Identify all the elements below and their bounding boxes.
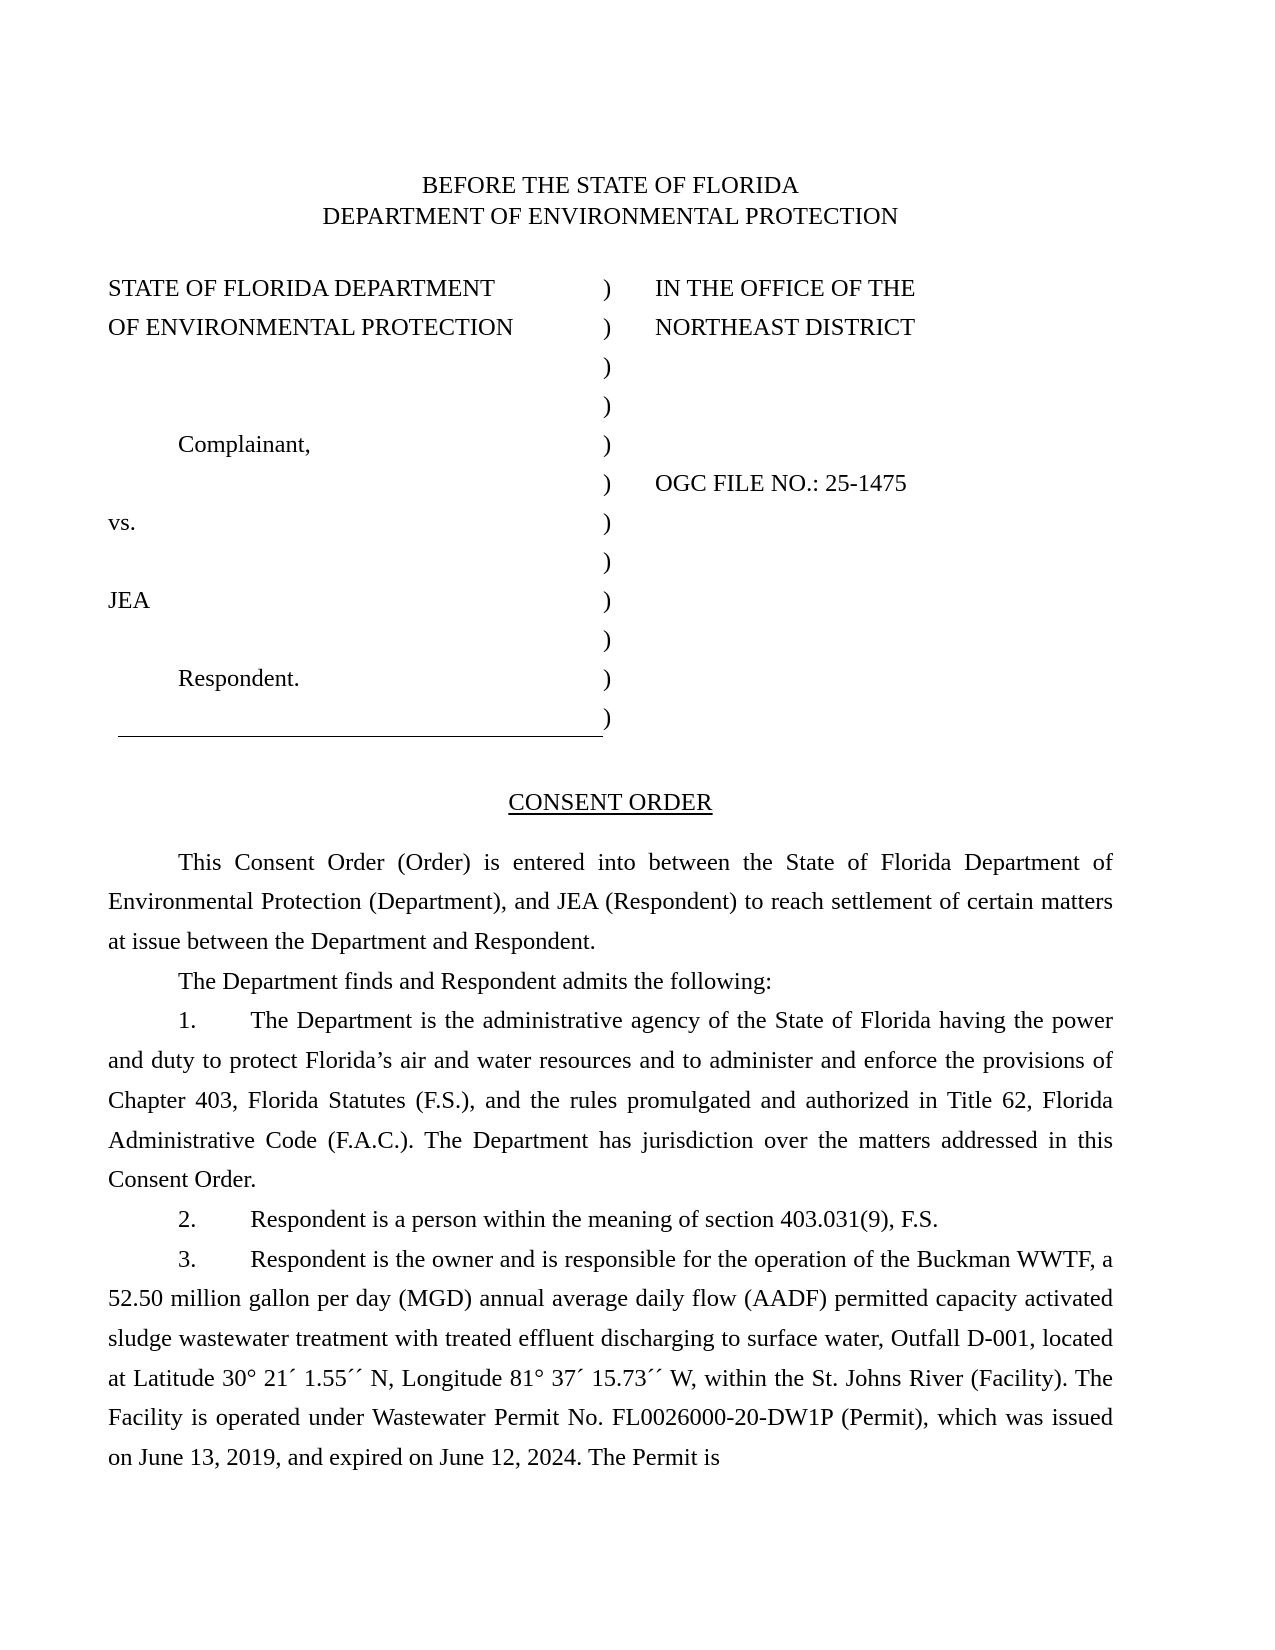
caption-right: [655, 581, 1113, 620]
caption-left: [108, 620, 603, 659]
caption-left: [108, 347, 603, 386]
caption-versus: vs.: [108, 508, 136, 536]
caption-divider-rule: [118, 736, 603, 737]
page-title-text: CONSENT ORDER: [508, 788, 713, 816]
caption-paren: ): [603, 664, 612, 692]
caption-paren: ): [603, 625, 612, 653]
page-title: [108, 789, 1113, 817]
caption-paren: ): [603, 391, 612, 419]
caption-complainant-label: Complainant,: [178, 430, 311, 458]
caption-left: [108, 386, 603, 425]
caption-right: IN THE OFFICE OF THE: [655, 274, 916, 302]
page-content: [108, 170, 1113, 1478]
document-body: [108, 843, 1113, 1478]
caption-paren: ): [603, 703, 612, 731]
caption-paren: ): [603, 313, 612, 341]
case-caption: [108, 269, 1113, 737]
caption-right: NORTHEAST DISTRICT: [655, 313, 916, 341]
caption-right: [655, 620, 1113, 659]
paragraph-findings-lead: The Department finds and Respondent admits the following:: [178, 967, 773, 995]
numbered-paragraph-1: [108, 1001, 1113, 1199]
caption-right: [655, 425, 1113, 464]
caption-left: [108, 464, 603, 503]
caption-left: OF ENVIRONMENTAL PROTECTION: [108, 313, 514, 341]
caption-respondent-name: JEA: [108, 586, 151, 614]
numbered-paragraph-3: [108, 1240, 1113, 1478]
caption-right: [655, 659, 1113, 698]
caption-left: STATE OF FLORIDA DEPARTMENT: [108, 274, 496, 302]
caption-respondent-label: Respondent.: [178, 664, 300, 692]
caption-right: [655, 542, 1113, 581]
caption-paren: ): [603, 586, 612, 614]
caption-paren: ): [603, 469, 612, 497]
paragraph-text-2: Respondent is a person within the meaning of section 403.031(9), F.S.: [250, 1205, 939, 1233]
paragraph-number-2: 2.: [178, 1205, 197, 1233]
caption-left: [108, 542, 603, 581]
caption-right: [655, 347, 1113, 386]
paragraph-number-1: 1.: [178, 1007, 197, 1035]
caption-left: [108, 698, 603, 737]
caption-paren: ): [603, 430, 612, 458]
caption-grid: [108, 269, 1113, 737]
paragraph-text-3: Respondent is the owner and is responsible for the operation of the Buckman WWTF, a 52.50 million gallon per day (MGD) annual average daily flow (AADF) permitted capacity activated sludge wastewater treatment with treated effluent discharging to surface water, Outfall D-001, located at Latitude 30° 21´ 1.55´´ N, Longitude 81° 37´ 15.73´´ W, within the St. Johns River (Facility). The Facility is operated under Wastewater Permit No. FL0026000-20-DW1P (Permit), which was issued on June 13, 2019, and expired on June 12, 2024. The Permit is: [108, 1245, 1113, 1472]
caption-paren: ): [603, 547, 612, 575]
paragraph-number-3: 3.: [178, 1245, 197, 1273]
numbered-paragraph-2: [108, 1200, 1113, 1240]
document-header: [108, 170, 1113, 233]
caption-right: [655, 503, 1113, 542]
ogc-file-number: OGC FILE NO.: 25-1475: [655, 469, 907, 497]
paragraph-intro: This Consent Order (Order) is entered into between the State of Florida Department of Environmental Protection (Department), and JEA (Respondent) to reach settlement of certain matters at issue between the Department and Respondent.: [108, 848, 1113, 956]
caption-paren: ): [603, 274, 612, 302]
header-line-2: DEPARTMENT OF ENVIRONMENTAL PROTECTION: [322, 203, 899, 231]
paragraph-text-1: The Department is the administrative agency of the State of Florida having the power and duty to protect Florida’s air and water resources and to administer and enforce the provisions of Chapter 403, Florida Statutes (F.S.), and the rules promulgated and authorized in Title 62, Florida Administrative Code (F.A.C.). The Department has jurisdiction over the matters addressed in this Consent Order.: [108, 1007, 1113, 1194]
caption-paren: ): [603, 508, 612, 536]
caption-paren: ): [603, 352, 612, 380]
header-line-1: BEFORE THE STATE OF FLORIDA: [421, 172, 800, 199]
caption-right: [655, 386, 1113, 425]
caption-right: [655, 698, 1113, 737]
